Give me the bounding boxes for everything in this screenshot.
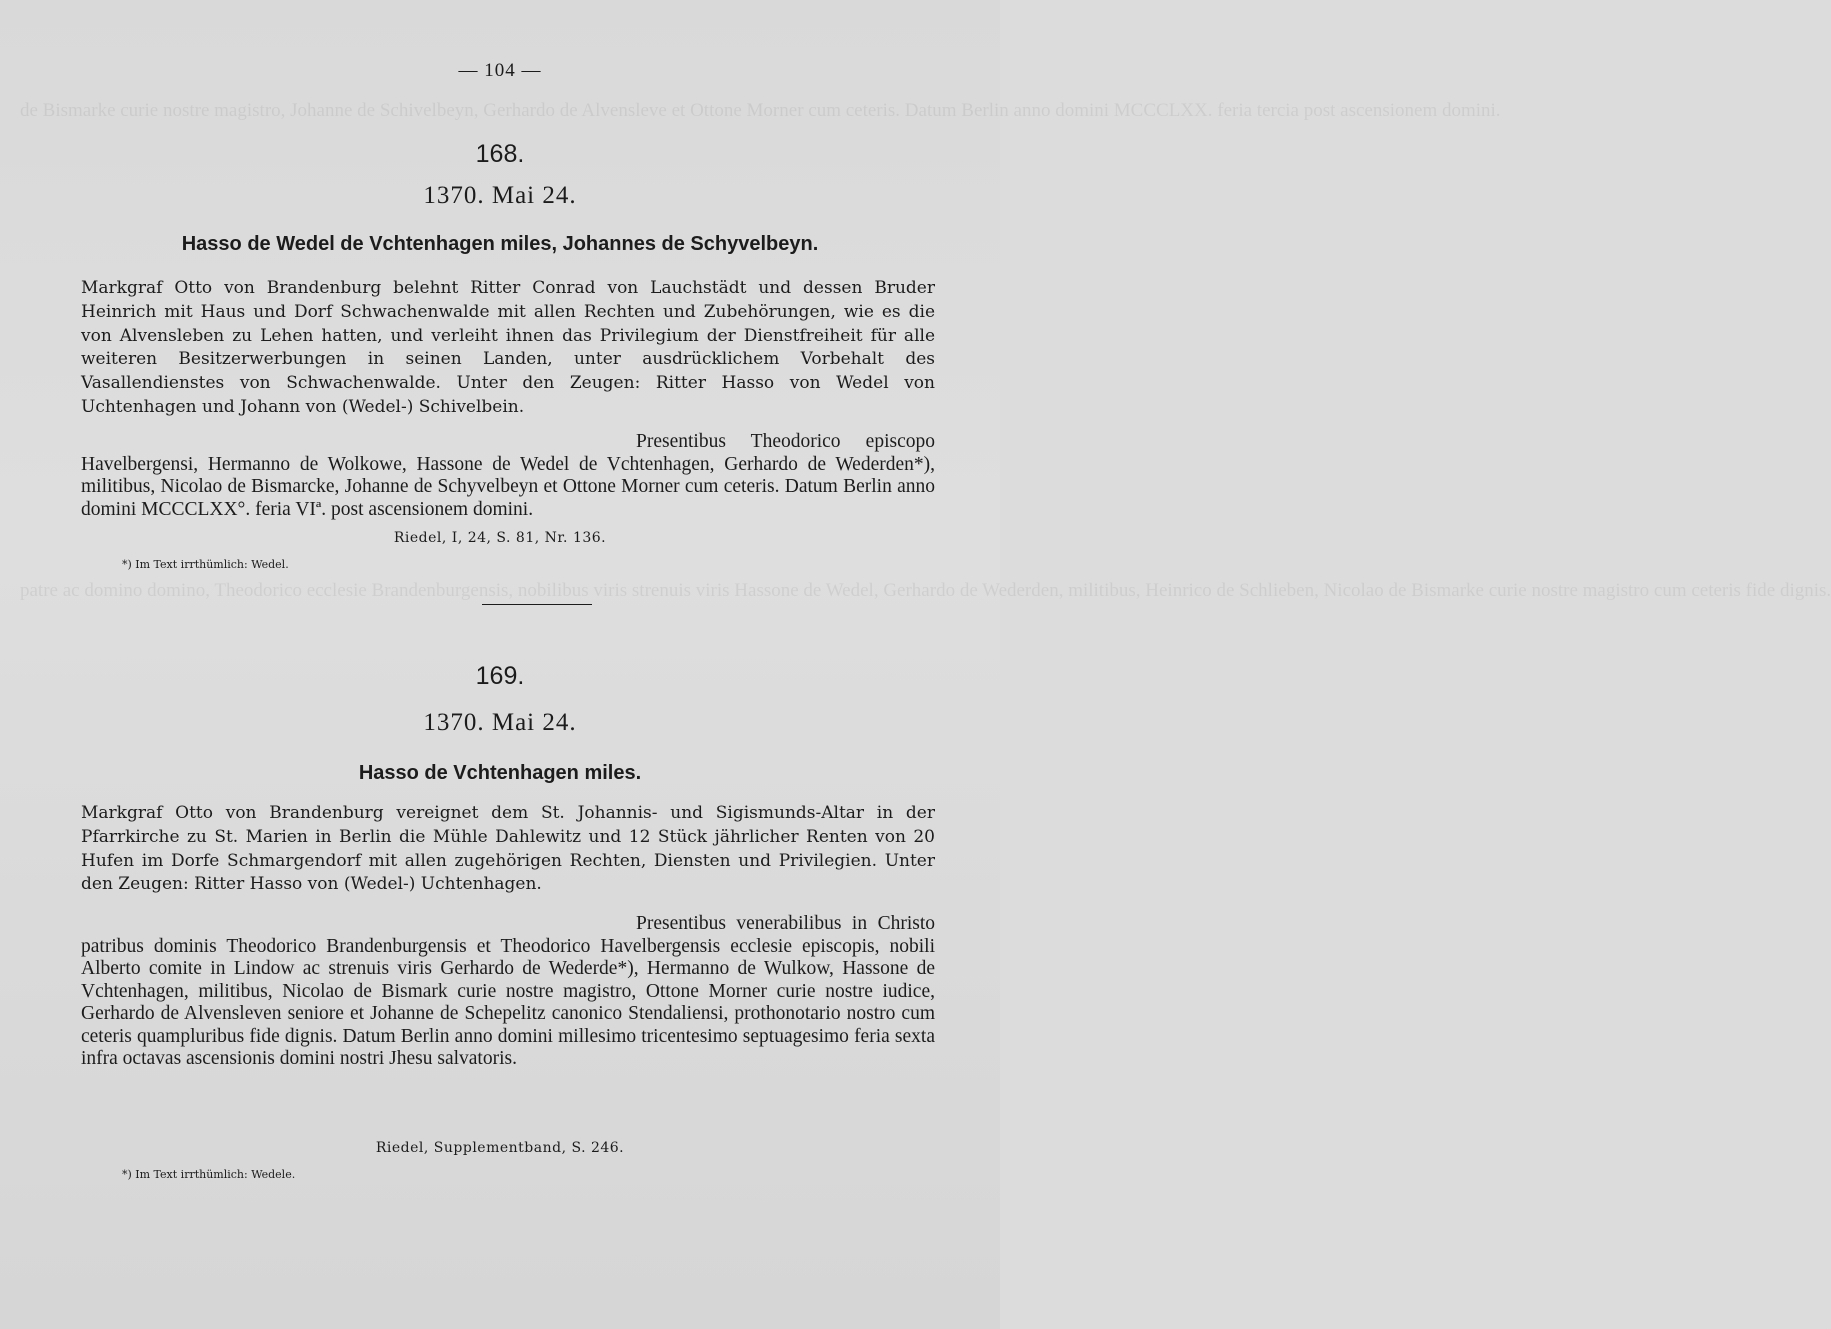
page-number: — 104 — [458,60,542,81]
source-reference: Riedel, I, 24, S. 81, Nr. 136. [393,530,607,546]
document-number: 168. [475,140,525,168]
section-divider [482,604,592,605]
show-through-text: de Bismarke curie nostre magistro, Johanne de Schivelbeyn, Gerhardo de Alvensleve et Ottone Morner cum ceteris. Datum Berlin anno domini MCCCLXX. feria tercia post ascensionem domini. [20,100,1501,121]
footnote: *) Im Text irrthümlich: Wedele. [122,1168,296,1181]
document-title: Hasso de Wedel de Vchtenhagen miles, Johannes de Schyvelbeyn. [181,233,819,255]
regest-text: Markgraf Otto von Brandenburg vereignet dem St. Johannis- und Sigismunds-Altar in der Pfarrkirche zu St. Marien in Berlin die Mühle Dahlewitz und 12 Stück jährlicher Renten von 20 Hufen im Dorfe Schmargendorf mit allen zugehörigen Rechten, Diensten und Privilegien. Unter den Zeugen: Ritter Hasso von (Wedel-) Uchtenhagen. [81,803,935,895]
latin-text: Presentibus Theodorico episcopo Havelbergensi, Hermanno de Wolkowe, Hassone de Wedel de Vchtenhagen, Gerhardo de Wederden*), militibus, Nicolao de Bismarcke, Johanne de Schyvelbeyn et Ottone Morner cum ceteris. Datum Berlin anno domini MCCCLXX°. feria VIª. post ascensionem domini. [81,431,935,520]
document-date: 1370. Mai 24. [423,709,577,736]
source-reference: Riedel, Supplementband, S. 246. [375,1140,625,1156]
document-number: 169. [475,662,525,690]
show-through-text: patre ac domino domino, Theodorico ecclesie Brandenburgensis, nobilibus viris strenuis viris Hassone de Wedel, Gerhardo de Wederden, militibus, Heinrico de Schlieben, Nicolao de Bismarke curie nostre magistro cum ceteris fide dignis. [20,580,1831,601]
document-title: Hasso de Vchtenhagen miles. [358,762,642,784]
regest-text: Markgraf Otto von Brandenburg belehnt Ritter Conrad von Lauchstädt und dessen Bruder Heinrich mit Haus und Dorf Schwachenwalde mit allen Rechten und Zubehörungen, wie es die von Alvensleben zu Lehen hatten, und verleiht ihnen das Privilegium der Dienstfreiheit für alle weiteren Besitzerwerbungen in seinen Landen, unter ausdrücklichem Vorbehalt des Vasallendienstes von Schwachenwalde. Unter den Zeugen: Ritter Hasso von Wedel von Uchtenhagen und Johann von (Wedel-) Schivelbein. [81,278,935,417]
document-date: 1370. Mai 24. [423,182,577,209]
footnote: *) Im Text irrthümlich: Wedel. [122,558,289,571]
latin-text: Presentibus venerabilibus in Christo patribus dominis Theodorico Brandenburgensis et Theodorico Havelbergensis ecclesie episcopis, nobili Alberto comite in Lindow ac strenuis viris Gerhardo de Wederde*), Hermanno de Wulkow, Hassone de Vchtenhagen, militibus, Nicolao de Bismark curie nostre magistro, Ottone Morner curie nostre iudice, Gerhardo de Alvensleven seniore et Johanne de Schepelitz canonico Stendaliensi, prothonotario nostro cum ceteris quampluribus fide dignis. Datum Berlin anno domini millesimo tricentesimo septuagesimo feria sexta infra octavas ascensionis domini nostri Jhesu salvatoris. [81,913,935,1069]
